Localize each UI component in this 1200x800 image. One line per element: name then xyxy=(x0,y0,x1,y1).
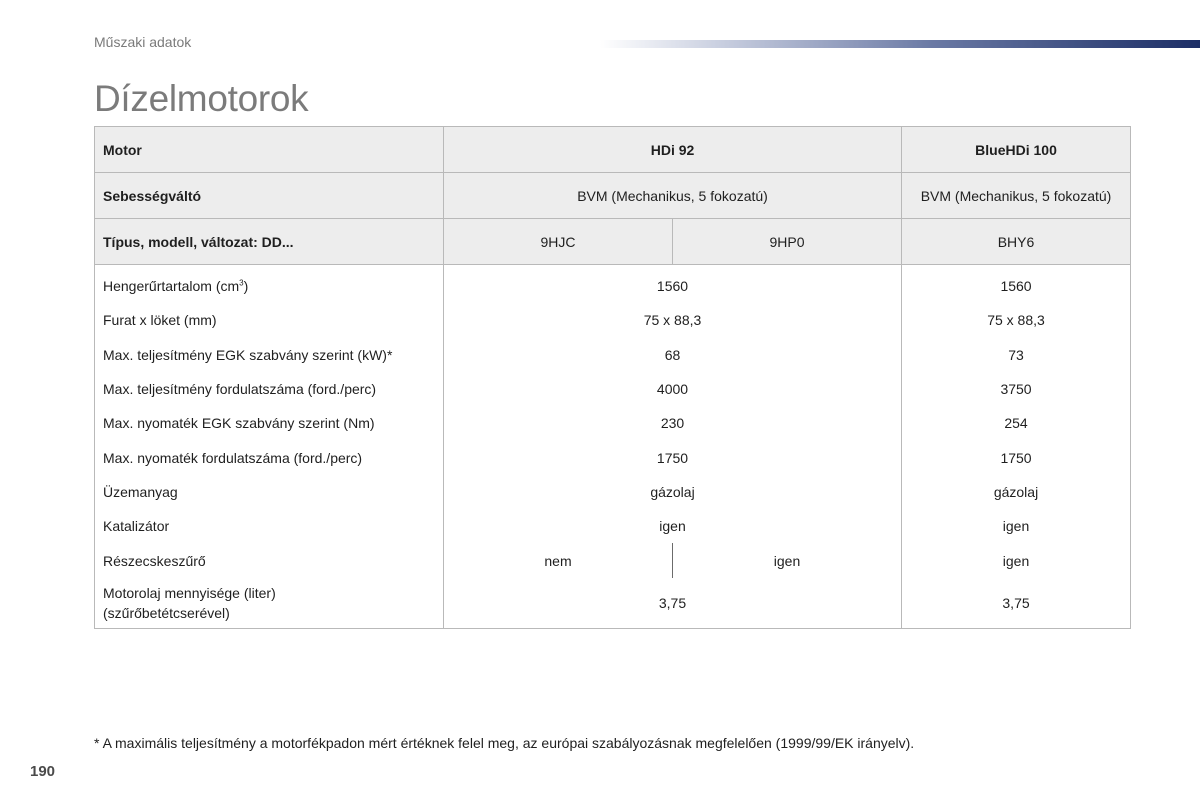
gearbox-hdi92: BVM (Mechanikus, 5 fokozatú) xyxy=(444,173,902,219)
table-row xyxy=(95,265,1131,304)
type-9hjc: 9HJC xyxy=(444,219,673,265)
row-value-hdi92: 75 x 88,3 xyxy=(643,312,702,329)
row-label-line1: Motorolaj mennyisége (liter) xyxy=(103,584,276,601)
table-row xyxy=(95,509,1131,543)
row-value-hdi92: 68 xyxy=(664,346,681,363)
row-value-bluehdi100: 1750 xyxy=(902,440,1131,474)
table-header-row-motor xyxy=(95,127,1131,173)
row-value-bluehdi100: gázolaj xyxy=(902,475,1131,509)
row-value-hdi92: 4000 xyxy=(656,381,689,398)
row-value-hdi92: 3,75 xyxy=(444,578,902,629)
table-header-row-gearbox xyxy=(95,173,1131,219)
page-number: 190 xyxy=(30,763,56,780)
type-bhy6: BHY6 xyxy=(902,219,1131,265)
row-value-hdi92: 1750 xyxy=(656,449,689,466)
table-row xyxy=(95,578,1131,629)
table-row xyxy=(95,372,1131,406)
row-label: Üzemanyag xyxy=(95,475,444,509)
row-value-hdi92: igen xyxy=(659,518,686,535)
row-label: Részecskeszűrő xyxy=(95,543,444,577)
row-label xyxy=(95,578,444,629)
row-label: Furat x löket (mm) xyxy=(95,303,444,337)
row-value-bluehdi100: 3750 xyxy=(902,372,1131,406)
row-label: Max. teljesítmény fordulatszáma (ford./perc) xyxy=(95,372,444,406)
hdi92-header: HDi 92 xyxy=(444,127,902,173)
table-row xyxy=(95,338,1131,372)
diesel-engine-spec-table xyxy=(94,126,1131,629)
row-value-9hjc: nem xyxy=(444,543,673,577)
header-gradient-bar xyxy=(600,40,1200,48)
table-row xyxy=(95,543,1131,577)
type-9hp0: 9HP0 xyxy=(673,219,902,265)
page-title: Dízelmotorok xyxy=(94,78,309,119)
table-row xyxy=(95,303,1131,337)
type-label: Típus, modell, változat: DD... xyxy=(95,219,444,265)
gearbox-label: Sebességváltó xyxy=(95,173,444,219)
row-value-9hp0: igen xyxy=(773,552,801,569)
row-value-bluehdi100: 1560 xyxy=(902,265,1131,304)
table-row xyxy=(95,440,1131,474)
row-value-bluehdi100: igen xyxy=(902,509,1131,543)
row-value-hdi92: gázolaj xyxy=(650,483,695,500)
row-label: Katalizátor xyxy=(95,509,444,543)
table-row xyxy=(95,475,1131,509)
bluehdi100-header: BlueHDi 100 xyxy=(902,127,1131,173)
row-value-bluehdi100: igen xyxy=(902,543,1131,577)
table-header-row-type xyxy=(95,219,1131,265)
row-label: Hengerűrtartalom $(cm^3)$ xyxy=(95,265,444,304)
gearbox-bluehdi100: BVM (Mechanikus, 5 fokozatú) xyxy=(902,173,1131,219)
row-value-bluehdi100: 3,75 xyxy=(902,578,1131,629)
row-label: Max. teljesítmény EGK szabvány szerint (kW)* xyxy=(95,338,444,372)
row-label-line2: (szűrőbetétcserével) xyxy=(103,604,230,621)
row-value-bluehdi100: 73 xyxy=(902,338,1131,372)
row-value-hdi92: 230 xyxy=(660,415,685,432)
table-row xyxy=(95,406,1131,440)
section-label: Műszaki adatok xyxy=(94,34,192,50)
motor-label: Motor xyxy=(95,127,444,173)
row-label: Max. nyomaték fordulatszáma (ford./perc) xyxy=(95,440,444,474)
row-value-bluehdi100: 75 x 88,3 xyxy=(902,303,1131,337)
footnote: * A maximális teljesítmény a motorfékpadon mért értéknek felel meg, az európai szabályozásnak megfelelően (1999/99/EK irányelv). xyxy=(94,735,915,751)
row-label: Max. nyomaték EGK szabvány szerint (Nm) xyxy=(95,406,444,440)
row-value-bluehdi100: 254 xyxy=(902,406,1131,440)
row-value-hdi92: 1560 xyxy=(656,278,689,295)
